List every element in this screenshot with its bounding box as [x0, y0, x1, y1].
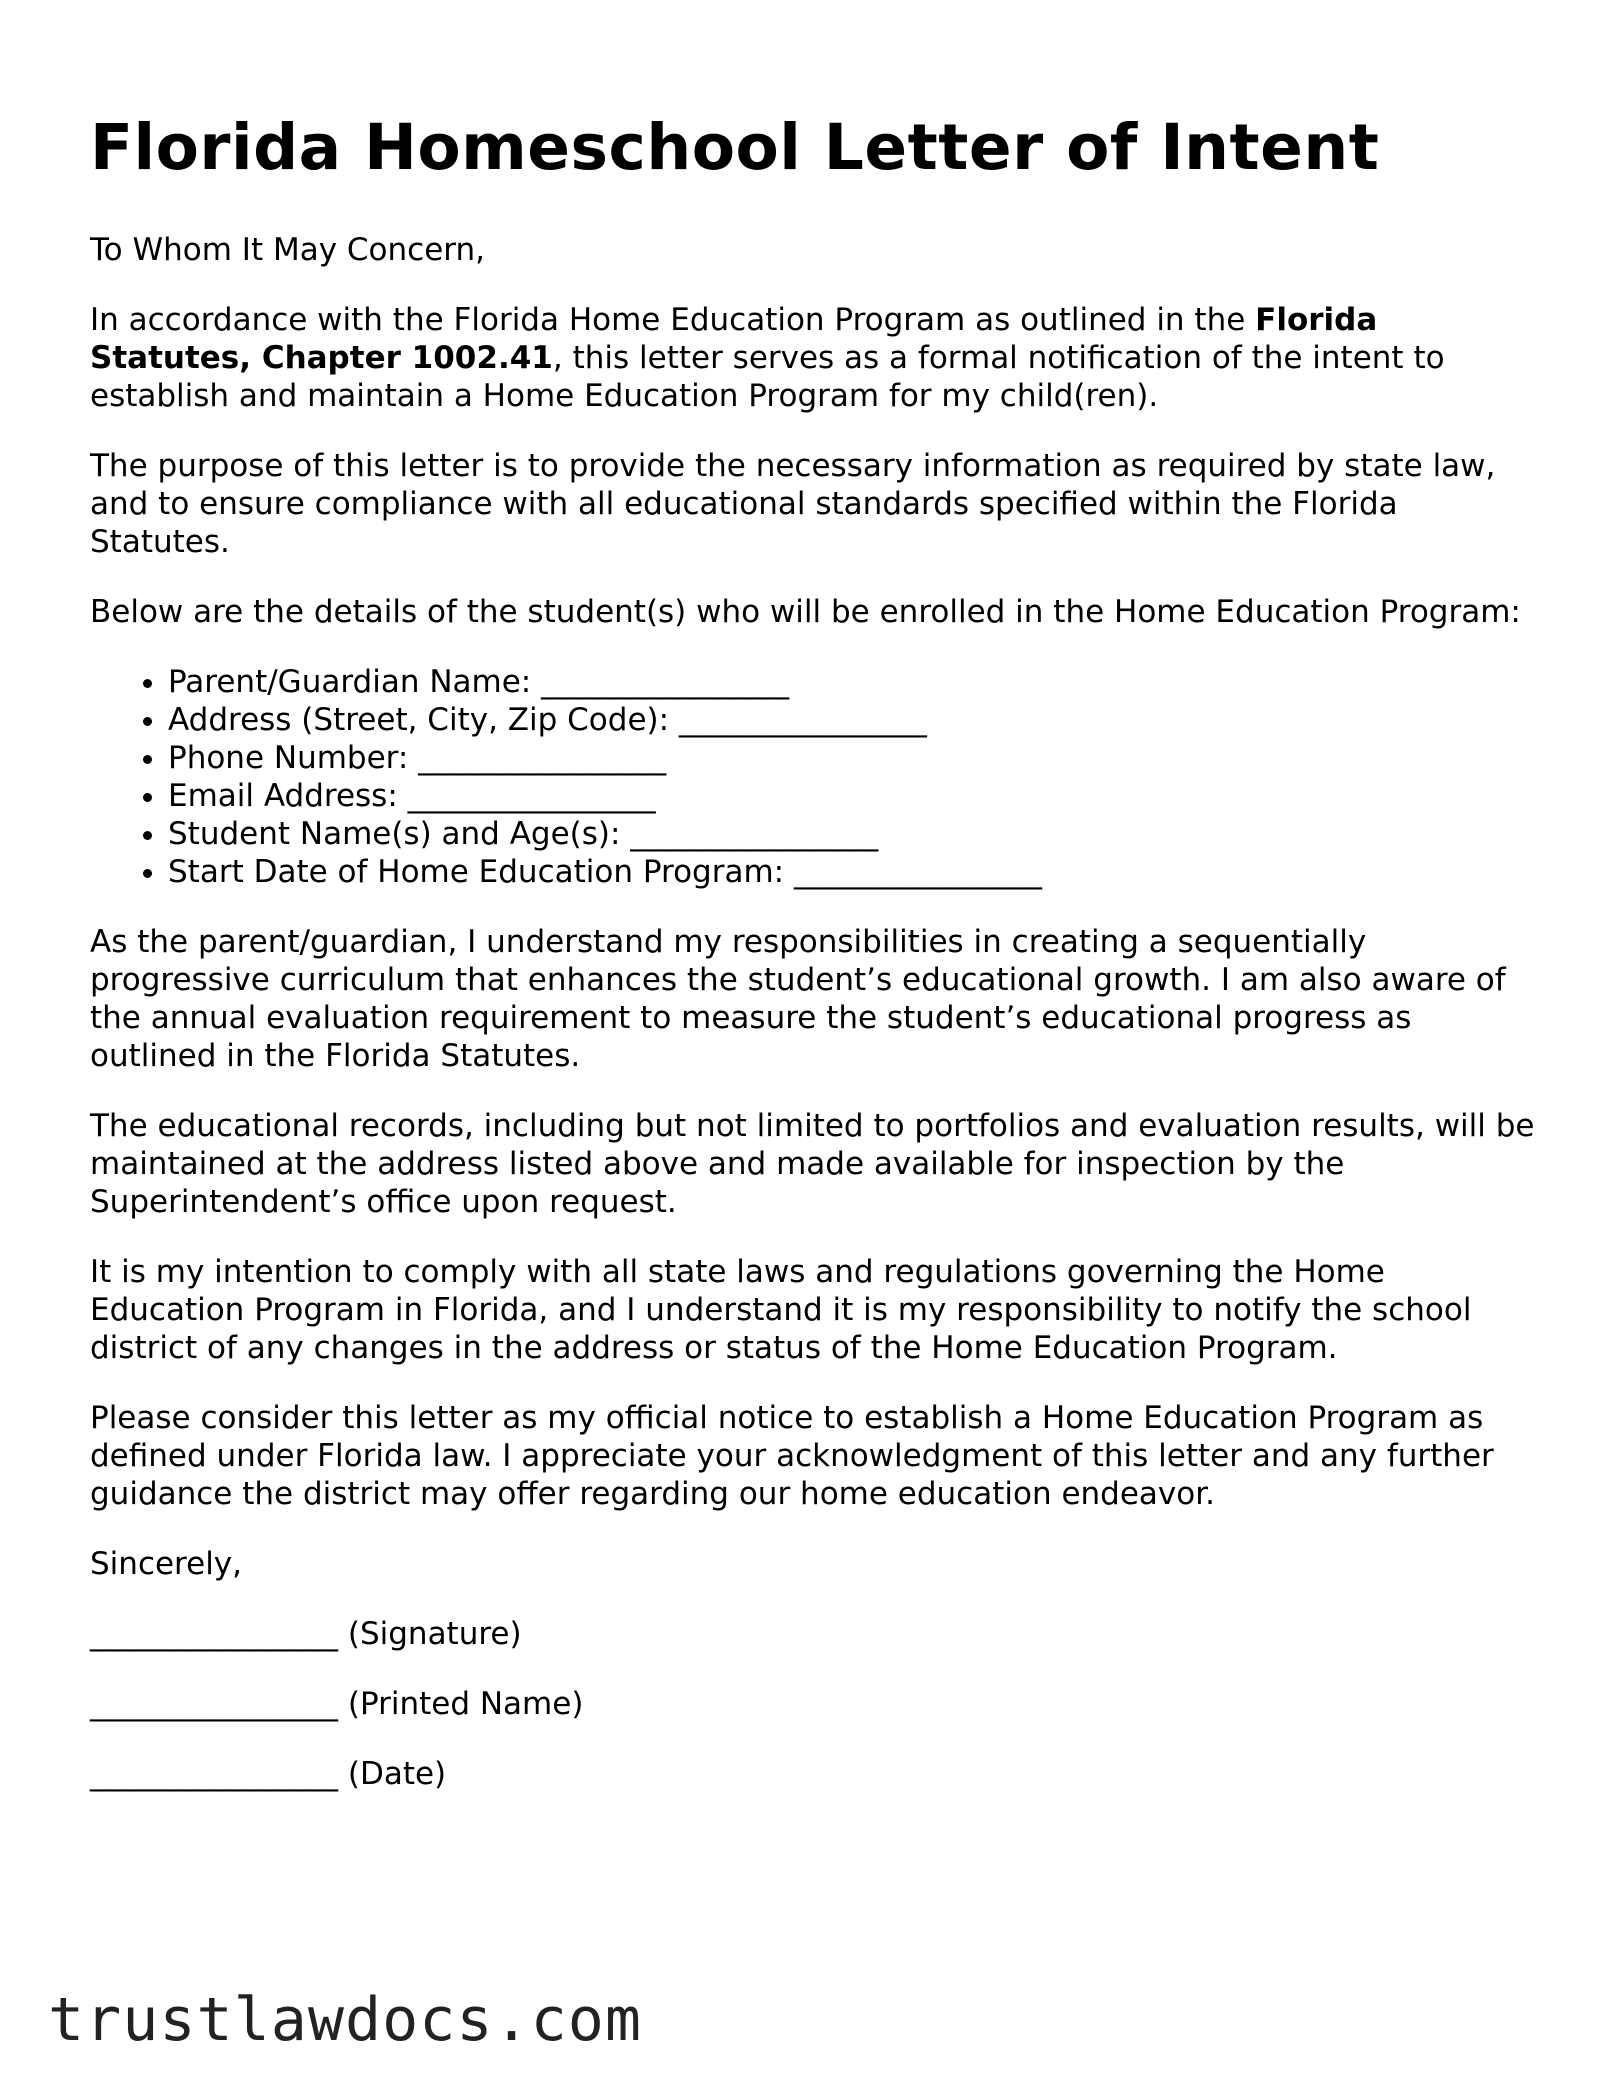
- field-email-address[interactable]: • Email Address: ________________: [168, 777, 1540, 815]
- field-address[interactable]: • Address (Street, City, Zip Code): ________________: [168, 701, 1540, 739]
- signature-line[interactable]: ________________ (Signature): [90, 1615, 522, 1652]
- printed-name-line[interactable]: ________________ (Printed Name): [90, 1685, 584, 1722]
- field-start-date[interactable]: • Start Date of Home Education Program: ________________: [168, 853, 1540, 891]
- salutation: To Whom It May Concern,: [90, 231, 485, 268]
- letter-page: [90, 110, 1540, 1825]
- field-parent-guardian-name[interactable]: • Parent/Guardian Name: ________________: [168, 663, 1540, 701]
- field-student-names-ages[interactable]: • Student Name(s) and Age(s): ________________: [168, 815, 1540, 853]
- intro-text-before: In accordance with the Florida Home Education Program as outlined in the: [90, 301, 1256, 338]
- closing-request-paragraph: Please consider this letter as my official notice to establish a Home Education Program as defined under Florida law. I appreciate your acknowledgment of this letter and any further guidance the district may offer regarding our home education endeavor.: [90, 1399, 1494, 1512]
- purpose-paragraph: The purpose of this letter is to provide the necessary information as required by state law, and to ensure compliance with all educational standards specified within the Florida Statutes.: [90, 447, 1496, 560]
- records-paragraph: The educational records, including but not limited to portfolios and evaluation results, will be maintained at the address listed above and made available for inspection by the Superintendent’s office upon request.: [90, 1107, 1535, 1220]
- footer-watermark: trustlawdocs.com: [48, 1985, 642, 2055]
- student-details-list: [90, 663, 1540, 891]
- intro-text-after: , this letter serves as a formal notification of the intent to establish and maintain a Home Education Program for my child(ren).: [90, 339, 1445, 414]
- closing: Sincerely,: [90, 1545, 243, 1582]
- date-line[interactable]: ________________ (Date): [90, 1755, 447, 1792]
- field-phone-number[interactable]: • Phone Number: ________________: [168, 739, 1540, 777]
- page-title: Florida Homeschool Letter of Intent: [90, 111, 1380, 184]
- intention-paragraph: It is my intention to comply with all state laws and regulations governing the Home Education Program in Florida, and I understand it is my responsibility to notify the school district of any changes in the address or status of the Home Education Program.: [90, 1253, 1472, 1366]
- intro-paragraph: [90, 301, 1540, 415]
- statute-reference: Florida Statutes, Chapter 1002.41: [90, 301, 1378, 376]
- details-intro-paragraph: Below are the details of the student(s) who will be enrolled in the Home Education Program:: [90, 593, 1521, 630]
- responsibilities-paragraph: As the parent/guardian, I understand my responsibilities in creating a sequentially progressive curriculum that enhances the student’s educational growth. I am also aware of the annual evaluation requirement to measure the student’s educational progress as outlined in the Florida Statutes.: [90, 923, 1506, 1074]
